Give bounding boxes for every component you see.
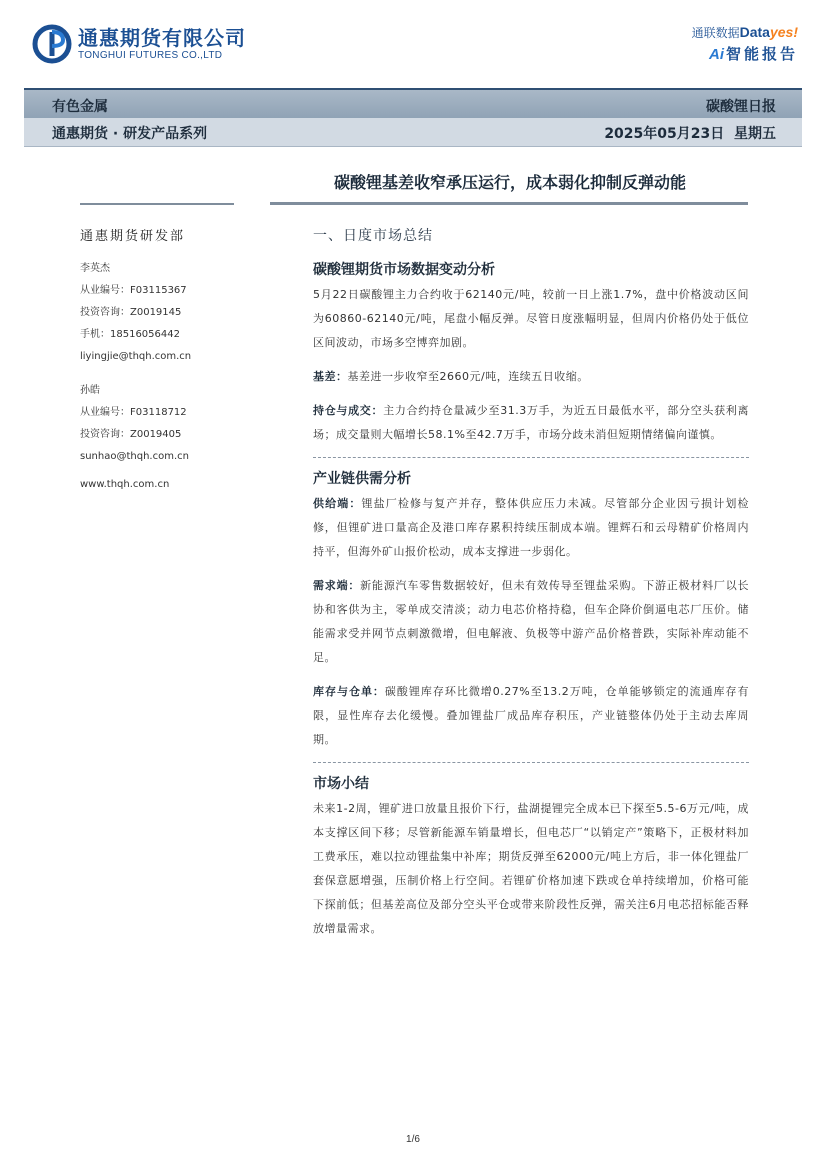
- analyst-phone: 手机：18516056442: [80, 329, 180, 340]
- open-interest-label: 持仓与成交：: [313, 404, 384, 417]
- analyst-license: 从业编号：F03118712: [80, 407, 187, 418]
- basis-paragraph: [313, 365, 749, 389]
- ai-report-label: 智能报告: [725, 45, 798, 63]
- basis-label: 基差：: [313, 370, 348, 383]
- supply-chain-heading: 产业链供需分析: [313, 471, 411, 487]
- department-name: 通惠期货研发部: [80, 229, 186, 244]
- page-number: 1/6: [406, 1134, 420, 1145]
- company-name-cn: 通惠期货有限公司: [78, 26, 246, 50]
- section-heading: 一、日度市场总结: [313, 228, 433, 244]
- analyst-name: 李英杰: [80, 263, 110, 274]
- demand-text: 新能源汽车零售数据较好，但未有效传导至锂盐采购。下游正极材料厂以长协和客供为主，零单成交清淡；动力电芯价格持稳，但车企降价倒逼电芯厂压价。储能需求受并网节点刺激微增，但电解液、负极等中游产品价格普跌，实际补库动能不足。: [313, 579, 750, 664]
- datayes-brand: Data: [739, 24, 770, 40]
- ai-icon: Ai: [708, 46, 724, 63]
- datayes-logo: [692, 24, 798, 64]
- datayes-yes: yes!: [769, 24, 798, 40]
- supply-paragraph: [313, 492, 749, 564]
- futures-paragraph: 5月22日碳酸锂主力合约收于62140元/吨，较前一日上涨1.7%，盘中价格波动区间为60860-62140元/吨，尾盘小幅反弹。尽管日度涨幅明显，但周内价格仍处于低位区间波动，市场多空博弈加剧。: [313, 288, 749, 349]
- analyst-name: 孙皓: [80, 385, 100, 396]
- supply-label: 供给端：: [313, 497, 362, 510]
- open-interest-paragraph: [313, 399, 749, 447]
- sidebar-divider: [80, 203, 234, 205]
- website-link[interactable]: www.thqh.com.cn: [80, 479, 170, 490]
- inventory-text: 碳酸锂库存环比微增0.27%至13.2万吨，仓单能够锁定的流通库存有限，显性库存去化缓慢。叠加锂盐厂成品库存积压，产业链整体仍处于主动去库周期。: [313, 685, 750, 746]
- section-divider: [313, 762, 749, 763]
- inventory-paragraph: [313, 680, 749, 752]
- report-date: 2025年05月23日 星期五: [604, 126, 776, 142]
- company-logo: [32, 22, 246, 66]
- section-divider: [313, 457, 749, 458]
- analyst-advisory: 投资咨询：Z0019145: [80, 307, 182, 318]
- report-title: 碳酸锂基差收窄承压运行，成本弱化抑制反弹动能: [333, 173, 686, 192]
- analyst-advisory: 投资咨询：Z0019405: [80, 429, 182, 440]
- title-divider: [270, 202, 748, 205]
- report-body: [313, 225, 749, 941]
- header-band: [24, 88, 802, 120]
- basis-text: 基差进一步收窄至2660元/吨，连续五日收缩。: [347, 370, 589, 383]
- analyst-license: 从业编号：F03115367: [80, 285, 187, 296]
- sector-label: 有色金属: [52, 99, 108, 115]
- datayes-prefix: 通联数据: [691, 26, 740, 40]
- analyst-email[interactable]: liyingjie@thqh.com.cn: [80, 351, 192, 362]
- supply-text: 锂盐厂检修与复产并存，整体供应压力未减。尽管部分企业因亏损计划检修，但锂矿进口量高企及港口库存累积持续压制成本端。锂辉石和云母精矿价格周内持平，但海外矿山报价松动，成本支撑进一步弱化。: [313, 497, 749, 558]
- report-type: 碳酸锂日报: [706, 99, 776, 115]
- subheader-band: [24, 118, 802, 147]
- company-logo-icon: [32, 24, 72, 64]
- inventory-label: 库存与仓单：: [313, 685, 385, 698]
- company-name-en: TONGHUI FUTURES CO.,LTD: [78, 50, 223, 61]
- conclusion-paragraph: 未来1-2周，锂矿进口放量且报价下行，盐湖提锂完全成本已下探至5.5-6万元/吨，成本支撑区间下移；尽管新能源车销量增长，但电芯厂“以销定产”策略下，正极材料加工费承压，难以拉动锂盐集中补库；期货反弹至62000元/吨上方后，非一体化锂盐厂套保意愿增强，压制价格上行空间。若锂矿价格加速下跌或仓单持续增加，价格可能下探前低；但基差高位及部分空头平仓或带来阶段性反弹，需关注6月电芯招标能否释放增量需求。: [313, 802, 749, 935]
- author-sidebar: [80, 225, 250, 496]
- demand-label: 需求端：: [313, 579, 361, 592]
- analyst-email[interactable]: sunhao@thqh.com.cn: [80, 451, 189, 462]
- conclusion-heading: 市场小结: [313, 776, 369, 792]
- demand-paragraph: [313, 574, 749, 670]
- open-interest-text: 主力合约持仓量减少至31.3万手，为近五日最低水平，部分空头获利离场；成交量则大幅增长58.1%至42.7万手，市场分歧未消但短期情绪偏向谨慎。: [313, 404, 749, 441]
- futures-heading: 碳酸锂期货市场数据变动分析: [313, 262, 495, 278]
- series-label: 通惠期货 · 研发产品系列: [52, 126, 208, 142]
